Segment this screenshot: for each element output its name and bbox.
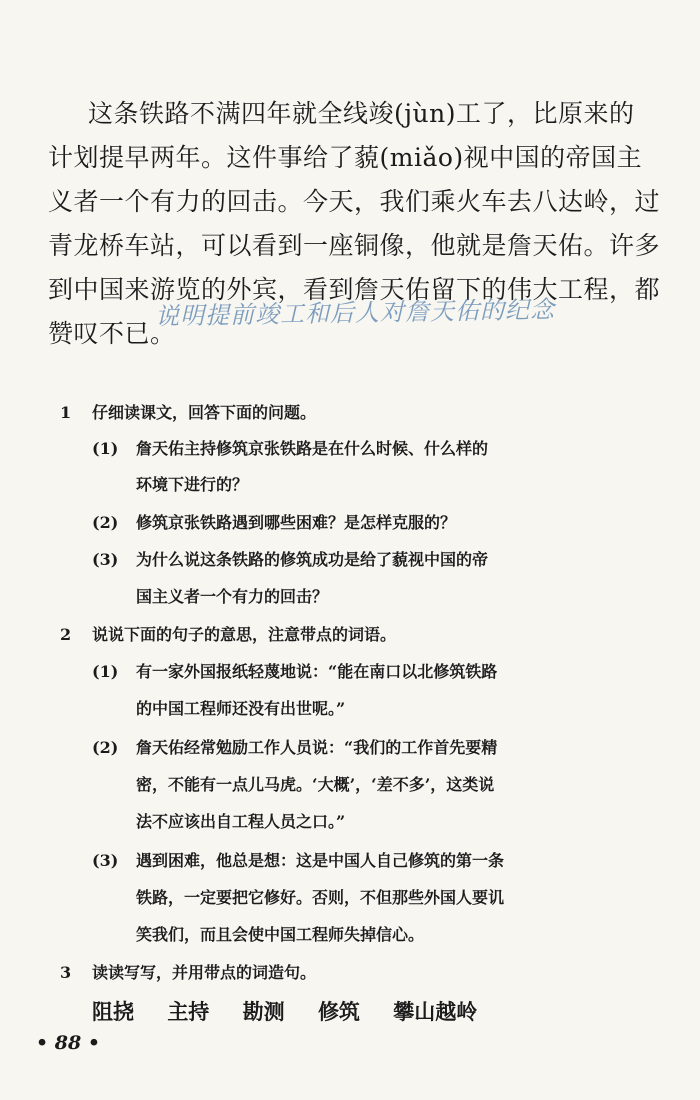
- question-number: 2: [60, 625, 72, 644]
- item-line: 国主义者一个有力的回击？: [136, 587, 329, 606]
- item-line: 遇到困难，他总是想：这是中国人自己修筑的第一条: [136, 851, 505, 870]
- item-label: (1): [92, 439, 119, 458]
- paragraph-line: 赞叹不已。: [48, 319, 176, 348]
- item-line: 詹天佑经常勉励工作人员说：“我们的工作首先要精: [136, 738, 498, 757]
- question-2: [60, 622, 396, 645]
- item-line: 铁路，一定要把它修好。否则，不但那些外国人要讥: [136, 888, 505, 907]
- question-2-item-2: [92, 735, 497, 758]
- vocab-word: 攀山越岭: [393, 999, 478, 1024]
- item-line: 修筑京张铁路遇到哪些困难？是怎样克服的？: [136, 513, 457, 532]
- item-line: 法不应该出自工程人员之口。”: [136, 812, 346, 831]
- item-label: (2): [92, 513, 119, 532]
- vocab-word: 主持: [167, 999, 210, 1024]
- page-number: • 88 •: [36, 1032, 100, 1054]
- paragraph-line: 青龙桥车站，可以看到一座铜像，他就是詹天佑。许多: [48, 231, 661, 260]
- item-line: 密，不能有一点儿马虎。‘大概’，‘差不多’，这类说: [136, 775, 495, 794]
- vocab-word: 修筑: [317, 999, 360, 1024]
- paragraph-line: 到中国来游览的外宾，看到詹天佑留下的伟大工程，都: [48, 275, 661, 304]
- paragraph-line: 义者一个有力的回击。今天，我们乘火车去八达岭，过: [48, 187, 661, 216]
- item-line: 为什么说这条铁路的修筑成功是给了藐视中国的帝: [136, 550, 489, 569]
- question-2-item-3: [92, 848, 504, 871]
- question-text: 读读写写，并用带点的词造句。: [92, 963, 317, 982]
- question-3: [60, 960, 316, 983]
- item-line: 詹天佑主持修筑京张铁路是在什么时候、什么样的: [136, 439, 489, 458]
- question-text: 说说下面的句子的意思，注意带点的词语。: [92, 625, 397, 644]
- question-1-item-1: [92, 436, 488, 459]
- paragraph-line: 计划提早两年。这件事给了藐(miǎo)视中国的帝国主: [48, 143, 643, 172]
- question-1-item-3: [92, 547, 488, 570]
- item-label: (2): [92, 738, 119, 757]
- item-label: (3): [92, 851, 119, 870]
- handwritten-note: 说明提前竣工和后人对詹天佑的纪念: [154, 295, 556, 331]
- vocab-word: 勘测: [242, 999, 285, 1024]
- question-text: 仔细读课文，回答下面的问题。: [92, 403, 317, 422]
- question-number: 3: [60, 963, 72, 982]
- item-line: 环境下进行的？: [136, 475, 249, 494]
- question-1: [60, 400, 316, 423]
- item-label: (3): [92, 550, 119, 569]
- vocab-word: 阻挠: [92, 999, 134, 1024]
- question-1-item-2: [92, 510, 456, 533]
- question-2-item-1: [92, 659, 497, 682]
- paragraph-line: 这条铁路不满四年就全线竣(jùn)工了，比原来的: [88, 99, 635, 128]
- vocabulary-words: [92, 996, 503, 1026]
- item-line: 的中国工程师还没有出世呢。”: [136, 699, 346, 718]
- item-line: 有一家外国报纸轻蔑地说：“能在南口以北修筑铁路: [136, 662, 498, 681]
- question-number: 1: [60, 403, 72, 422]
- item-line: 笑我们，而且会使中国工程师失掉信心。: [136, 925, 425, 944]
- item-label: (1): [92, 662, 119, 681]
